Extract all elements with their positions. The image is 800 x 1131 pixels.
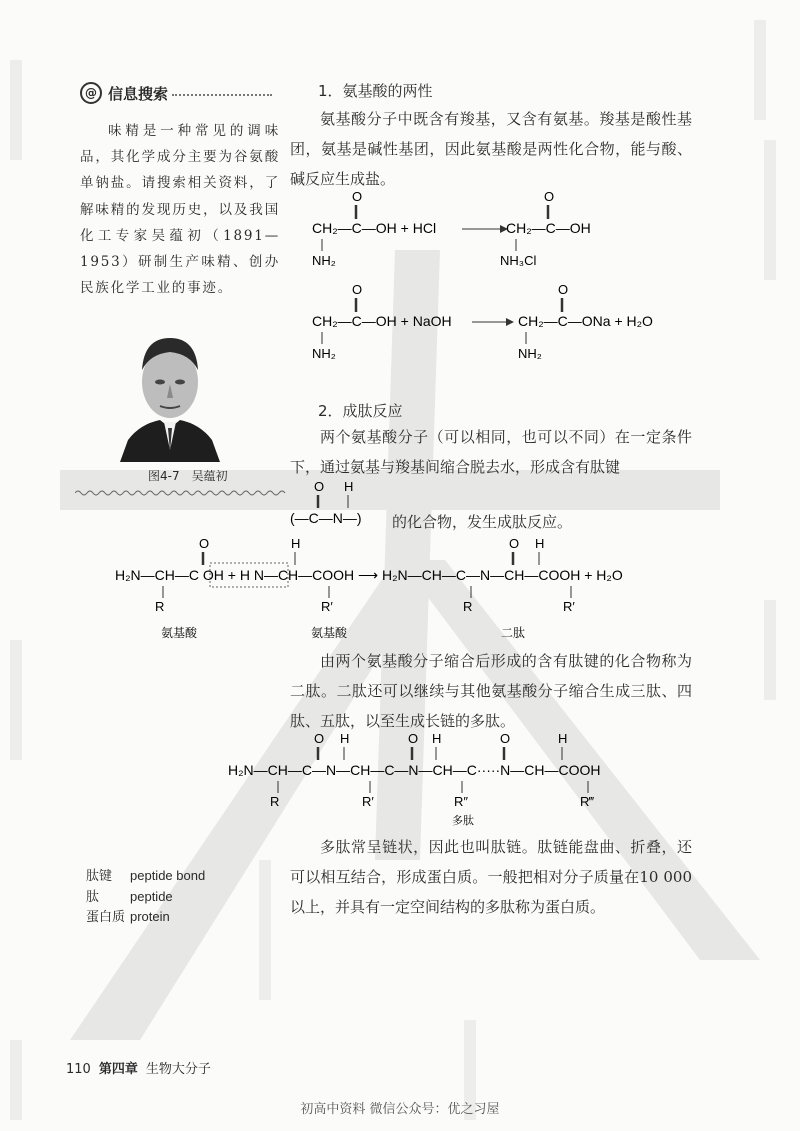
peptide-paragraph-a [290, 422, 692, 482]
glossary-item: 肽键 peptide bond [86, 868, 206, 883]
bond-hydrogen: H [344, 479, 354, 494]
bond-oxygen: O [314, 479, 325, 494]
carbonyl-o: O [408, 731, 419, 746]
amine-h: H [558, 731, 568, 746]
paragraph-text: 多肽常呈链状，因此也叫肽链。肽链能盘曲、折叠，还可以相互结合，形成蛋白质。一般把相对分子质量在10 000以上，并具有一定空间结构的多肽称为蛋白质。 [290, 838, 692, 916]
chapter-title: 生物大分子 [145, 1062, 211, 1077]
info-search-text [80, 118, 280, 301]
r-group: R‴ [580, 794, 594, 809]
heading-divider [172, 94, 272, 96]
label-amino-acid: 氨基酸 [161, 626, 198, 640]
at-sign-icon: @ [80, 82, 102, 104]
carbonyl-o: O [352, 189, 363, 204]
r-group: R′ [321, 599, 333, 614]
info-search-title: 信息搜索 [108, 84, 169, 103]
r-group: R″ [454, 794, 468, 809]
section-heading-amphoteric: 1．氨基酸的两性 [318, 82, 433, 100]
carbonyl-o: O [558, 282, 569, 297]
paragraph-text: 两个氨基酸分子（可以相同，也可以不同）在一定条件下，通过氨基与羧基间缩合脱去水，形成含有肽键 [290, 428, 692, 476]
product-formula: CH₂—C—OH [506, 220, 591, 236]
section-heading-peptide: 2．成肽反应 [318, 402, 403, 420]
label-amino-acid: 氨基酸 [311, 626, 348, 640]
chapter-label: 第四章 [98, 1062, 138, 1077]
ammonium-group: NH₃Cl [500, 253, 537, 268]
wavy-divider [75, 488, 290, 498]
carbonyl-o: O [544, 189, 555, 204]
carbonyl-o: O [500, 731, 511, 746]
carbonyl-o: O [199, 536, 210, 551]
amine-h: H [340, 731, 350, 746]
paragraph-text: 氨基酸分子中既含有羧基，又含有氨基。羧基是酸性基团，氨基是碱性基团，因此氨基酸是两性化合物，能与酸、碱反应生成盐。 [290, 110, 692, 188]
equation-naoh [300, 278, 700, 368]
glossary [86, 866, 205, 928]
dipeptide-reaction: H₂N—CH—C OH + H N—CH—COOH ⟶ H₂N—CH—C—N—CH—COOH + H₂O [115, 567, 623, 583]
amine-h: H [291, 536, 301, 551]
r-group: R′ [362, 794, 374, 809]
peptide-paragraph-b: 的化合物，发生成肽反应。 [392, 513, 573, 531]
label-polypeptide: 多肽 [452, 815, 474, 827]
amine-h: H [535, 536, 545, 551]
page-number: 110 [66, 1062, 91, 1077]
peptide-paragraph-c [290, 646, 692, 736]
amine-h: H [432, 731, 442, 746]
info-search-paragraph: 味精是一种常见的调味品，其化学成分主要为谷氨酸单钠盐。请搜索相关资料，了解味精的发现历史，以及我国化工专家吴蕴初（1891—1953）研制生产味精、创办民族化学工业的事迹。 [80, 123, 280, 297]
info-search-heading [80, 82, 272, 104]
polypeptide-formula [222, 730, 692, 830]
polypeptide-chain: H₂N—CH—C—N—CH—C—N—CH—C·····N—CH—COOH [228, 762, 601, 778]
bond-chain: (—C—N—) [290, 510, 362, 526]
carbonyl-o: O [314, 731, 325, 746]
amphoteric-paragraph [290, 104, 692, 194]
product-formula: CH₂—C—ONa + H₂O [518, 313, 653, 329]
amine-group: NH₂ [312, 253, 336, 268]
r-group: R [463, 599, 473, 614]
peptide-paragraph-d [290, 832, 692, 922]
equation-hcl [300, 185, 700, 275]
amine-group: NH₂ [518, 346, 542, 361]
carbonyl-o: O [352, 282, 363, 297]
r-group: R [270, 794, 280, 809]
glossary-item: 蛋白质 protein [86, 909, 170, 924]
label-dipeptide: 二肽 [501, 626, 526, 640]
carbonyl-o: O [509, 536, 520, 551]
paragraph-text: 由两个氨基酸分子缩合后形成的含有肽键的化合物称为二肽。二肽还可以继续与其他氨基酸分子缩合生成三肽、四肽、五肽，以至生成长链的多肽。 [290, 652, 692, 730]
footer-source: 初高中资料 微信公众号：优之习屋 [300, 1102, 500, 1117]
photo-caption: 图4-7 吴蕴初 [148, 469, 228, 483]
r-group: R′ [563, 599, 575, 614]
r-group: R [155, 599, 165, 614]
page-folio [66, 1058, 211, 1077]
glossary-item: 肽 peptide [86, 888, 173, 904]
dipeptide-equation [105, 535, 705, 645]
reactant-formula: CH₂—C—OH + HCl [312, 220, 437, 236]
amine-group: NH₂ [312, 346, 336, 361]
portrait-photo [120, 320, 220, 462]
reactant-formula: CH₂—C—OH + NaOH [312, 313, 452, 329]
